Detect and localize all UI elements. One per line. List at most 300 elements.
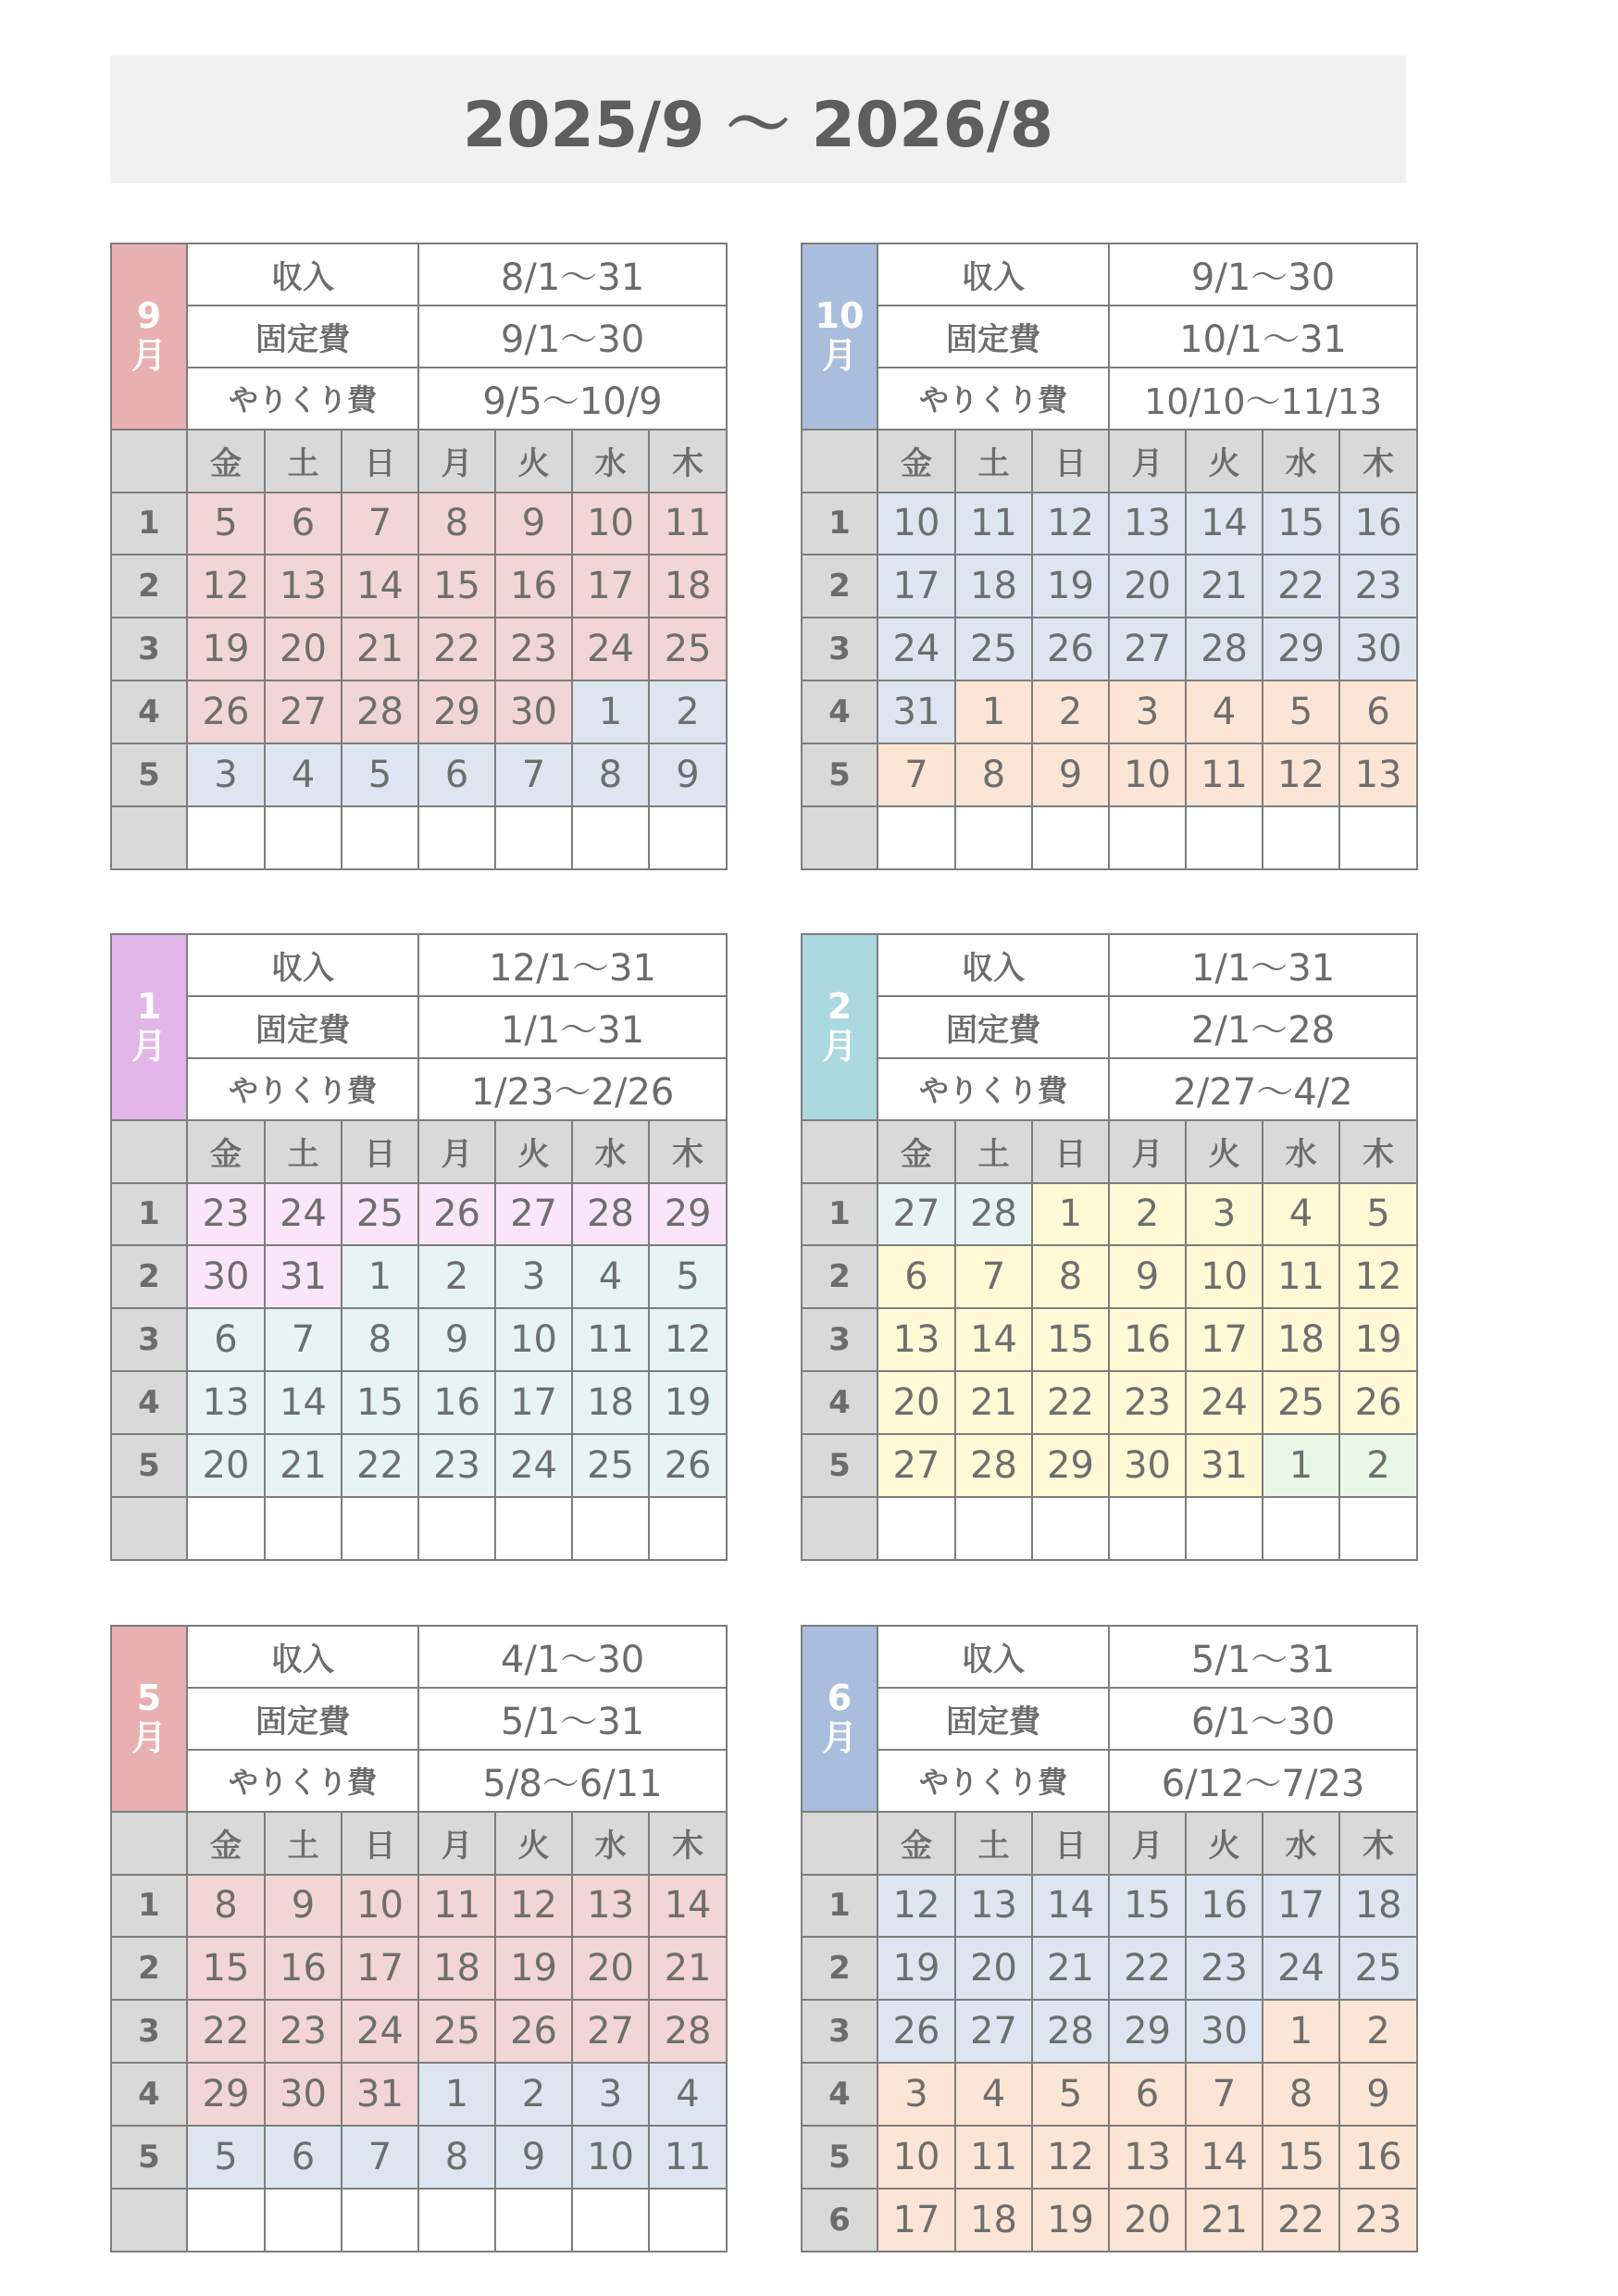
day-cell: 26 xyxy=(877,2000,955,2063)
day-cell: 11 xyxy=(955,493,1032,555)
week-number: 4 xyxy=(802,1371,877,1434)
week-number: 5 xyxy=(802,1434,877,1497)
day-cell: 9 xyxy=(418,1308,495,1371)
day-cell: 18 xyxy=(955,555,1032,618)
day-cell: 11 xyxy=(418,1875,495,1938)
day-cell: 4 xyxy=(1186,680,1263,743)
day-cell: 15 xyxy=(1032,1308,1109,1371)
day-cell: 30 xyxy=(495,680,572,743)
day-cell: 30 xyxy=(187,1245,265,1308)
day-cell: 7 xyxy=(342,493,418,555)
day-cell: 14 xyxy=(1186,493,1263,555)
month-unit: 月 xyxy=(131,1717,167,1759)
day-cell: 6 xyxy=(877,1245,955,1308)
day-cell: 9 xyxy=(1032,743,1109,806)
day-cell: 4 xyxy=(265,743,342,806)
week-number: 4 xyxy=(111,1371,187,1434)
day-cell: 22 xyxy=(187,2000,265,2063)
day-cell: 14 xyxy=(955,1308,1032,1371)
day-cell: 17 xyxy=(342,1937,418,2000)
week-number: 2 xyxy=(111,555,187,618)
empty-day-cell xyxy=(1032,806,1109,869)
budget-label: やりくり費 xyxy=(877,1058,1109,1120)
month-calendar xyxy=(110,1625,726,2252)
day-cell: 29 xyxy=(1263,618,1339,680)
day-cell: 13 xyxy=(265,555,342,618)
budget-label: やりくり費 xyxy=(187,1058,418,1120)
week-number: 5 xyxy=(802,2126,877,2189)
week-row xyxy=(802,1937,1417,2000)
month-label xyxy=(802,934,877,1120)
week-number: 4 xyxy=(111,680,187,743)
day-cell: 23 xyxy=(265,2000,342,2063)
day-cell: 20 xyxy=(1109,2189,1186,2252)
income-range: 9/1〜30 xyxy=(1109,243,1417,306)
week-row xyxy=(802,555,1417,618)
month-unit: 月 xyxy=(821,1026,857,1067)
weekday-header: 日 xyxy=(342,1812,418,1875)
fixed-cost-range: 10/1〜31 xyxy=(1109,306,1417,368)
day-cell: 18 xyxy=(1263,1308,1339,1371)
budget-range: 6/12〜7/23 xyxy=(1109,1750,1417,1812)
day-cell: 4 xyxy=(649,2063,727,2126)
week-number: 4 xyxy=(111,2063,187,2126)
day-cell: 29 xyxy=(1032,1434,1109,1497)
day-cell: 19 xyxy=(877,1937,955,2000)
income-range: 1/1〜31 xyxy=(1109,934,1417,996)
week-number xyxy=(802,806,877,869)
week-row xyxy=(111,806,727,869)
day-cell: 25 xyxy=(418,2000,495,2063)
day-cell: 13 xyxy=(1109,493,1186,555)
week-number xyxy=(802,1497,877,1560)
weekday-header: 火 xyxy=(495,1120,572,1183)
day-cell: 3 xyxy=(187,743,265,806)
day-cell: 7 xyxy=(265,1308,342,1371)
day-cell: 12 xyxy=(649,1308,727,1371)
day-cell: 24 xyxy=(265,1183,342,1246)
income-range: 4/1〜30 xyxy=(418,1626,727,1688)
weekday-header: 日 xyxy=(342,430,418,493)
day-cell: 27 xyxy=(265,680,342,743)
day-cell: 7 xyxy=(495,743,572,806)
day-cell: 7 xyxy=(342,2126,418,2189)
week-number: 1 xyxy=(802,1875,877,1938)
day-cell: 24 xyxy=(495,1434,572,1497)
month-number: 9 xyxy=(136,294,162,336)
corner-cell xyxy=(802,1812,877,1875)
week-row xyxy=(802,680,1417,743)
day-cell: 20 xyxy=(265,618,342,680)
day-cell: 19 xyxy=(187,618,265,680)
empty-day-cell xyxy=(877,806,955,869)
week-row xyxy=(111,555,727,618)
day-cell: 3 xyxy=(572,2063,649,2126)
fixed-cost-label: 固定費 xyxy=(187,306,418,368)
month-number: 5 xyxy=(136,1677,162,1718)
income-range: 8/1〜31 xyxy=(418,243,727,306)
day-cell: 7 xyxy=(877,743,955,806)
fixed-cost-label: 固定費 xyxy=(187,1688,418,1750)
day-cell: 8 xyxy=(955,743,1032,806)
budget-range: 2/27〜4/2 xyxy=(1109,1058,1417,1120)
week-number: 4 xyxy=(802,680,877,743)
day-cell: 14 xyxy=(1032,1875,1109,1938)
day-cell: 6 xyxy=(1109,2063,1186,2126)
day-cell: 10 xyxy=(877,493,955,555)
weekday-header: 火 xyxy=(495,1812,572,1875)
empty-day-cell xyxy=(572,1497,649,1560)
empty-day-cell xyxy=(342,2189,418,2252)
day-cell: 2 xyxy=(1339,1434,1417,1497)
day-cell: 20 xyxy=(1109,555,1186,618)
day-cell: 13 xyxy=(877,1308,955,1371)
calendar-table xyxy=(110,933,728,1561)
weekday-header: 土 xyxy=(955,430,1032,493)
week-number: 2 xyxy=(111,1245,187,1308)
day-cell: 28 xyxy=(1186,618,1263,680)
corner-cell xyxy=(802,1120,877,1183)
day-cell: 2 xyxy=(649,680,727,743)
week-row xyxy=(802,1434,1417,1497)
weekday-header: 月 xyxy=(1109,1120,1186,1183)
day-cell: 27 xyxy=(495,1183,572,1246)
day-cell: 16 xyxy=(418,1371,495,1434)
income-range: 12/1〜31 xyxy=(418,934,727,996)
day-cell: 23 xyxy=(418,1434,495,1497)
day-cell: 30 xyxy=(1186,2000,1263,2063)
month-calendar xyxy=(801,933,1416,1561)
weekday-header: 金 xyxy=(877,1812,955,1875)
week-row xyxy=(111,1245,727,1308)
month-calendar xyxy=(110,243,726,870)
empty-day-cell xyxy=(572,2189,649,2252)
day-cell: 25 xyxy=(572,1434,649,1497)
empty-day-cell xyxy=(187,2189,265,2252)
day-cell: 14 xyxy=(649,1875,727,1938)
weekday-header: 水 xyxy=(572,1812,649,1875)
week-row xyxy=(111,618,727,680)
day-cell: 1 xyxy=(342,1245,418,1308)
week-number xyxy=(111,806,187,869)
day-cell: 14 xyxy=(265,1371,342,1434)
month-unit: 月 xyxy=(131,335,167,377)
week-row xyxy=(111,1497,727,1560)
day-cell: 8 xyxy=(187,1875,265,1938)
budget-label: やりくり費 xyxy=(187,1750,418,1812)
week-row xyxy=(802,1497,1417,1560)
day-cell: 27 xyxy=(877,1434,955,1497)
day-cell: 5 xyxy=(1032,2063,1109,2126)
day-cell: 18 xyxy=(649,555,727,618)
day-cell: 12 xyxy=(1032,2126,1109,2189)
week-number: 1 xyxy=(111,1875,187,1938)
day-cell: 24 xyxy=(877,618,955,680)
day-cell: 3 xyxy=(1186,1183,1263,1246)
day-cell: 3 xyxy=(1109,680,1186,743)
day-cell: 25 xyxy=(955,618,1032,680)
corner-cell xyxy=(111,430,187,493)
day-cell: 10 xyxy=(877,2126,955,2189)
week-number: 5 xyxy=(111,1434,187,1497)
month-unit: 月 xyxy=(131,1026,167,1067)
day-cell: 16 xyxy=(1109,1308,1186,1371)
week-row xyxy=(111,1371,727,1434)
day-cell: 13 xyxy=(187,1371,265,1434)
day-cell: 21 xyxy=(649,1937,727,2000)
day-cell: 26 xyxy=(418,1183,495,1246)
day-cell: 4 xyxy=(1263,1183,1339,1246)
fixed-cost-range: 6/1〜30 xyxy=(1109,1688,1417,1750)
weekday-header: 日 xyxy=(1032,1120,1109,1183)
day-cell: 2 xyxy=(1032,680,1109,743)
day-cell: 12 xyxy=(1263,743,1339,806)
week-row xyxy=(111,2063,727,2126)
day-cell: 11 xyxy=(1186,743,1263,806)
week-number: 3 xyxy=(802,2000,877,2063)
day-cell: 26 xyxy=(495,2000,572,2063)
day-cell: 23 xyxy=(1109,1371,1186,1434)
day-cell: 20 xyxy=(955,1937,1032,2000)
week-row xyxy=(802,1245,1417,1308)
day-cell: 24 xyxy=(342,2000,418,2063)
day-cell: 10 xyxy=(495,1308,572,1371)
month-calendar xyxy=(801,1625,1416,2252)
week-row xyxy=(111,743,727,806)
day-cell: 9 xyxy=(495,493,572,555)
day-cell: 9 xyxy=(495,2126,572,2189)
day-cell: 28 xyxy=(1032,2000,1109,2063)
day-cell: 18 xyxy=(955,2189,1032,2252)
week-number: 1 xyxy=(802,1183,877,1246)
day-cell: 17 xyxy=(877,555,955,618)
week-number: 2 xyxy=(802,555,877,618)
day-cell: 15 xyxy=(418,555,495,618)
empty-day-cell xyxy=(265,2189,342,2252)
day-cell: 6 xyxy=(265,2126,342,2189)
week-row xyxy=(802,2189,1417,2252)
day-cell: 6 xyxy=(418,743,495,806)
day-cell: 1 xyxy=(418,2063,495,2126)
weekday-header: 月 xyxy=(1109,430,1186,493)
weekday-header: 月 xyxy=(418,1120,495,1183)
day-cell: 26 xyxy=(187,680,265,743)
weekday-header: 火 xyxy=(1186,430,1263,493)
day-cell: 28 xyxy=(572,1183,649,1246)
day-cell: 11 xyxy=(649,2126,727,2189)
month-unit: 月 xyxy=(821,1717,857,1759)
weekday-header: 金 xyxy=(187,1812,265,1875)
weekday-header: 金 xyxy=(877,430,955,493)
day-cell: 22 xyxy=(1032,1371,1109,1434)
day-cell: 17 xyxy=(495,1371,572,1434)
empty-day-cell xyxy=(495,806,572,869)
day-cell: 1 xyxy=(1032,1183,1109,1246)
corner-cell xyxy=(111,1120,187,1183)
day-cell: 20 xyxy=(187,1434,265,1497)
day-cell: 1 xyxy=(572,680,649,743)
week-row xyxy=(802,1308,1417,1371)
day-cell: 4 xyxy=(572,1245,649,1308)
week-number: 2 xyxy=(802,1937,877,2000)
day-cell: 8 xyxy=(418,493,495,555)
day-cell: 22 xyxy=(342,1434,418,1497)
day-cell: 18 xyxy=(418,1937,495,2000)
day-cell: 17 xyxy=(877,2189,955,2252)
day-cell: 17 xyxy=(1263,1875,1339,1938)
day-cell: 7 xyxy=(1186,2063,1263,2126)
week-row xyxy=(802,2126,1417,2189)
day-cell: 12 xyxy=(187,555,265,618)
day-cell: 23 xyxy=(187,1183,265,1246)
calendar-table xyxy=(110,1625,728,2252)
week-row xyxy=(802,743,1417,806)
day-cell: 25 xyxy=(1263,1371,1339,1434)
week-row xyxy=(111,2126,727,2189)
day-cell: 10 xyxy=(342,1875,418,1938)
day-cell: 26 xyxy=(649,1434,727,1497)
week-number: 1 xyxy=(111,1183,187,1246)
day-cell: 5 xyxy=(342,743,418,806)
day-cell: 9 xyxy=(265,1875,342,1938)
day-cell: 5 xyxy=(649,1245,727,1308)
day-cell: 29 xyxy=(1109,2000,1186,2063)
week-row xyxy=(802,1875,1417,1938)
week-number xyxy=(111,1497,187,1560)
day-cell: 21 xyxy=(342,618,418,680)
weekday-header: 金 xyxy=(187,430,265,493)
week-number: 3 xyxy=(111,2000,187,2063)
budget-range: 9/5〜10/9 xyxy=(418,368,727,430)
weekday-header: 月 xyxy=(418,430,495,493)
weekday-header: 火 xyxy=(1186,1812,1263,1875)
day-cell: 3 xyxy=(495,1245,572,1308)
empty-day-cell xyxy=(1263,1497,1339,1560)
day-cell: 4 xyxy=(955,2063,1032,2126)
day-cell: 30 xyxy=(1339,618,1417,680)
day-cell: 27 xyxy=(1109,618,1186,680)
weekday-header: 火 xyxy=(1186,1120,1263,1183)
day-cell: 1 xyxy=(1263,1434,1339,1497)
month-label xyxy=(802,243,877,430)
empty-day-cell xyxy=(265,806,342,869)
budget-range: 5/8〜6/11 xyxy=(418,1750,727,1812)
budget-range: 10/10〜11/13 xyxy=(1109,368,1417,430)
week-row xyxy=(802,806,1417,869)
income-label: 収入 xyxy=(877,243,1109,306)
weekday-header: 木 xyxy=(1339,430,1417,493)
day-cell: 2 xyxy=(1339,2000,1417,2063)
day-cell: 15 xyxy=(342,1371,418,1434)
empty-day-cell xyxy=(418,2189,495,2252)
week-number: 3 xyxy=(111,1308,187,1371)
week-row xyxy=(111,1875,727,1938)
week-number: 2 xyxy=(111,1937,187,2000)
income-label: 収入 xyxy=(187,934,418,996)
day-cell: 3 xyxy=(877,2063,955,2126)
day-cell: 19 xyxy=(1339,1308,1417,1371)
day-cell: 12 xyxy=(1032,493,1109,555)
day-cell: 2 xyxy=(495,2063,572,2126)
week-number: 3 xyxy=(802,618,877,680)
day-cell: 5 xyxy=(1339,1183,1417,1246)
day-cell: 25 xyxy=(1339,1937,1417,2000)
day-cell: 28 xyxy=(955,1183,1032,1246)
day-cell: 15 xyxy=(1263,493,1339,555)
week-number: 6 xyxy=(802,2189,877,2252)
empty-day-cell xyxy=(495,1497,572,1560)
weekday-header: 土 xyxy=(265,1812,342,1875)
day-cell: 16 xyxy=(1186,1875,1263,1938)
day-cell: 8 xyxy=(1032,1245,1109,1308)
day-cell: 26 xyxy=(1032,618,1109,680)
empty-day-cell xyxy=(649,1497,727,1560)
day-cell: 5 xyxy=(187,2126,265,2189)
day-cell: 21 xyxy=(1032,1937,1109,2000)
week-row xyxy=(111,1183,727,1246)
day-cell: 16 xyxy=(265,1937,342,2000)
weekday-header: 木 xyxy=(649,1120,727,1183)
weekday-header: 水 xyxy=(1263,430,1339,493)
day-cell: 13 xyxy=(955,1875,1032,1938)
day-cell: 13 xyxy=(572,1875,649,1938)
week-row xyxy=(111,2189,727,2252)
month-number: 10 xyxy=(815,294,865,336)
day-cell: 12 xyxy=(495,1875,572,1938)
empty-day-cell xyxy=(342,1497,418,1560)
day-cell: 18 xyxy=(1339,1875,1417,1938)
day-cell: 8 xyxy=(572,743,649,806)
day-cell: 30 xyxy=(265,2063,342,2126)
day-cell: 22 xyxy=(1109,1937,1186,2000)
day-cell: 14 xyxy=(342,555,418,618)
day-cell: 28 xyxy=(342,680,418,743)
empty-day-cell xyxy=(1263,806,1339,869)
weekday-header: 水 xyxy=(572,430,649,493)
calendar-table xyxy=(110,243,728,870)
weekday-header: 土 xyxy=(955,1812,1032,1875)
week-number: 3 xyxy=(802,1308,877,1371)
month-label xyxy=(111,934,187,1120)
week-row xyxy=(111,1308,727,1371)
week-number: 4 xyxy=(802,2063,877,2126)
weekday-header: 木 xyxy=(1339,1120,1417,1183)
fixed-cost-label: 固定費 xyxy=(877,996,1109,1058)
week-number: 5 xyxy=(111,743,187,806)
day-cell: 9 xyxy=(1109,1245,1186,1308)
day-cell: 22 xyxy=(1263,2189,1339,2252)
day-cell: 9 xyxy=(1339,2063,1417,2126)
day-cell: 23 xyxy=(1186,1937,1263,2000)
fixed-cost-label: 固定費 xyxy=(877,1688,1109,1750)
day-cell: 7 xyxy=(955,1245,1032,1308)
day-cell: 17 xyxy=(572,555,649,618)
empty-day-cell xyxy=(649,2189,727,2252)
income-label: 収入 xyxy=(187,243,418,306)
empty-day-cell xyxy=(187,806,265,869)
budget-label: やりくり費 xyxy=(877,1750,1109,1812)
empty-day-cell xyxy=(1109,1497,1186,1560)
day-cell: 30 xyxy=(1109,1434,1186,1497)
day-cell: 15 xyxy=(1109,1875,1186,1938)
day-cell: 24 xyxy=(572,618,649,680)
day-cell: 10 xyxy=(1109,743,1186,806)
weekday-header: 土 xyxy=(265,1120,342,1183)
day-cell: 9 xyxy=(649,743,727,806)
day-cell: 2 xyxy=(418,1245,495,1308)
week-row xyxy=(111,1434,727,1497)
day-cell: 22 xyxy=(418,618,495,680)
